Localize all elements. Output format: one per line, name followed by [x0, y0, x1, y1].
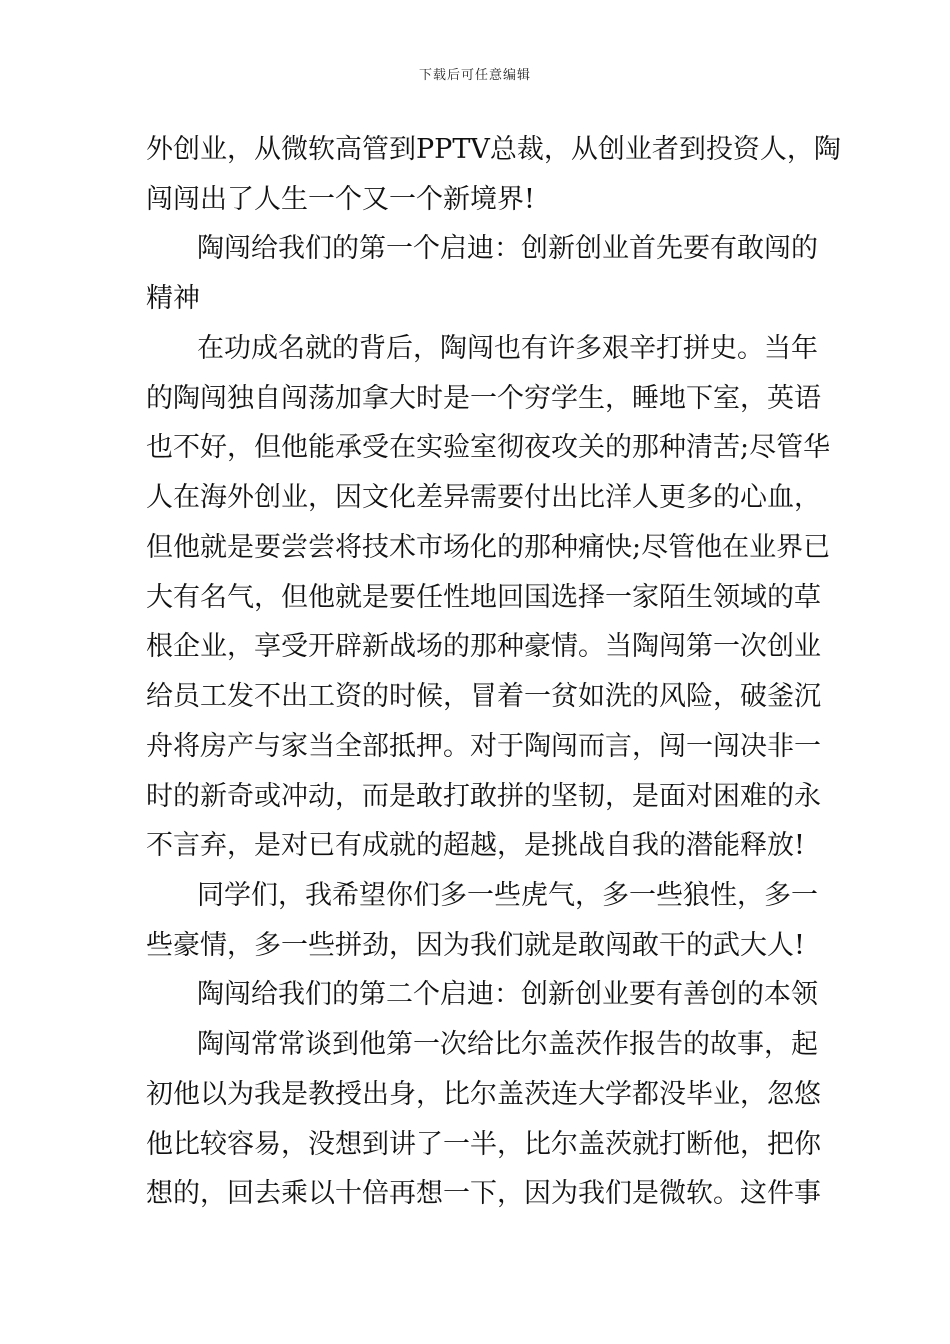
text-line: 在功成名就的背后，陶闯也有许多艰辛打拼史。当年: [197, 333, 818, 364]
text-line: 人在海外创业，因文化差异需要付出比洋人更多的心血，: [146, 482, 821, 513]
text-line: 陶闯给我们的第二个启迪：创新创业要有善创的本领: [197, 979, 818, 1010]
text-line: 陶闯常常谈到他第一次给比尔盖茨作报告的故事，起: [197, 1029, 818, 1060]
text-line: 想的，回去乘以十倍再想一下，因为我们是微软。这件事: [146, 1178, 821, 1209]
text-line: 闯闯出了人生一个又一个新境界!: [146, 184, 535, 215]
text-line: 大有名气，但他就是要任性地回国选择一家陌生领域的草: [146, 582, 821, 613]
text-line: 精神: [146, 283, 200, 314]
text-line: 的陶闯独自闯荡加拿大时是一个穷学生，睡地下室，英语: [146, 383, 821, 414]
text-line: 舟将房产与家当全部抵押。对于陶闯而言，闯一闯决非一: [146, 731, 821, 762]
text-line: 外创业，从微软高管到PPTV总裁，从创业者到投资人，陶: [146, 134, 841, 165]
text-line: 给员工发不出工资的时候，冒着一贫如洗的风险，破釜沉: [146, 681, 821, 712]
text-line: 些豪情，多一些拼劲，因为我们就是敢闯敢干的武大人!: [146, 930, 805, 961]
text-line: 陶闯给我们的第一个启迪：创新创业首先要有敢闯的: [197, 233, 818, 264]
text-line: 他比较容易，没想到讲了一半，比尔盖茨就打断他，把你: [146, 1129, 821, 1160]
text-line: 时的新奇或冲动，而是敢打敢拼的坚韧，是面对困难的永: [146, 781, 821, 812]
text-line: 但他就是要尝尝将技术市场化的那种痛快;尽管他在业界已: [146, 532, 831, 563]
text-line: 也不好，但他能承受在实验室彻夜攻关的那种清苦;尽管华: [146, 432, 831, 463]
text-line: 根企业，享受开辟新战场的那种豪情。当陶闯第一次创业: [146, 631, 821, 662]
page-header: 下载后可任意编辑: [418, 68, 531, 83]
text-line: 不言弃，是对已有成就的超越，是挑战自我的潜能释放!: [146, 830, 805, 861]
text-line: 初他以为我是教授出身，比尔盖茨连大学都没毕业，忽悠: [146, 1079, 821, 1110]
text-line: 同学们，我希望你们多一些虎气，多一些狼性，多一: [197, 880, 818, 911]
